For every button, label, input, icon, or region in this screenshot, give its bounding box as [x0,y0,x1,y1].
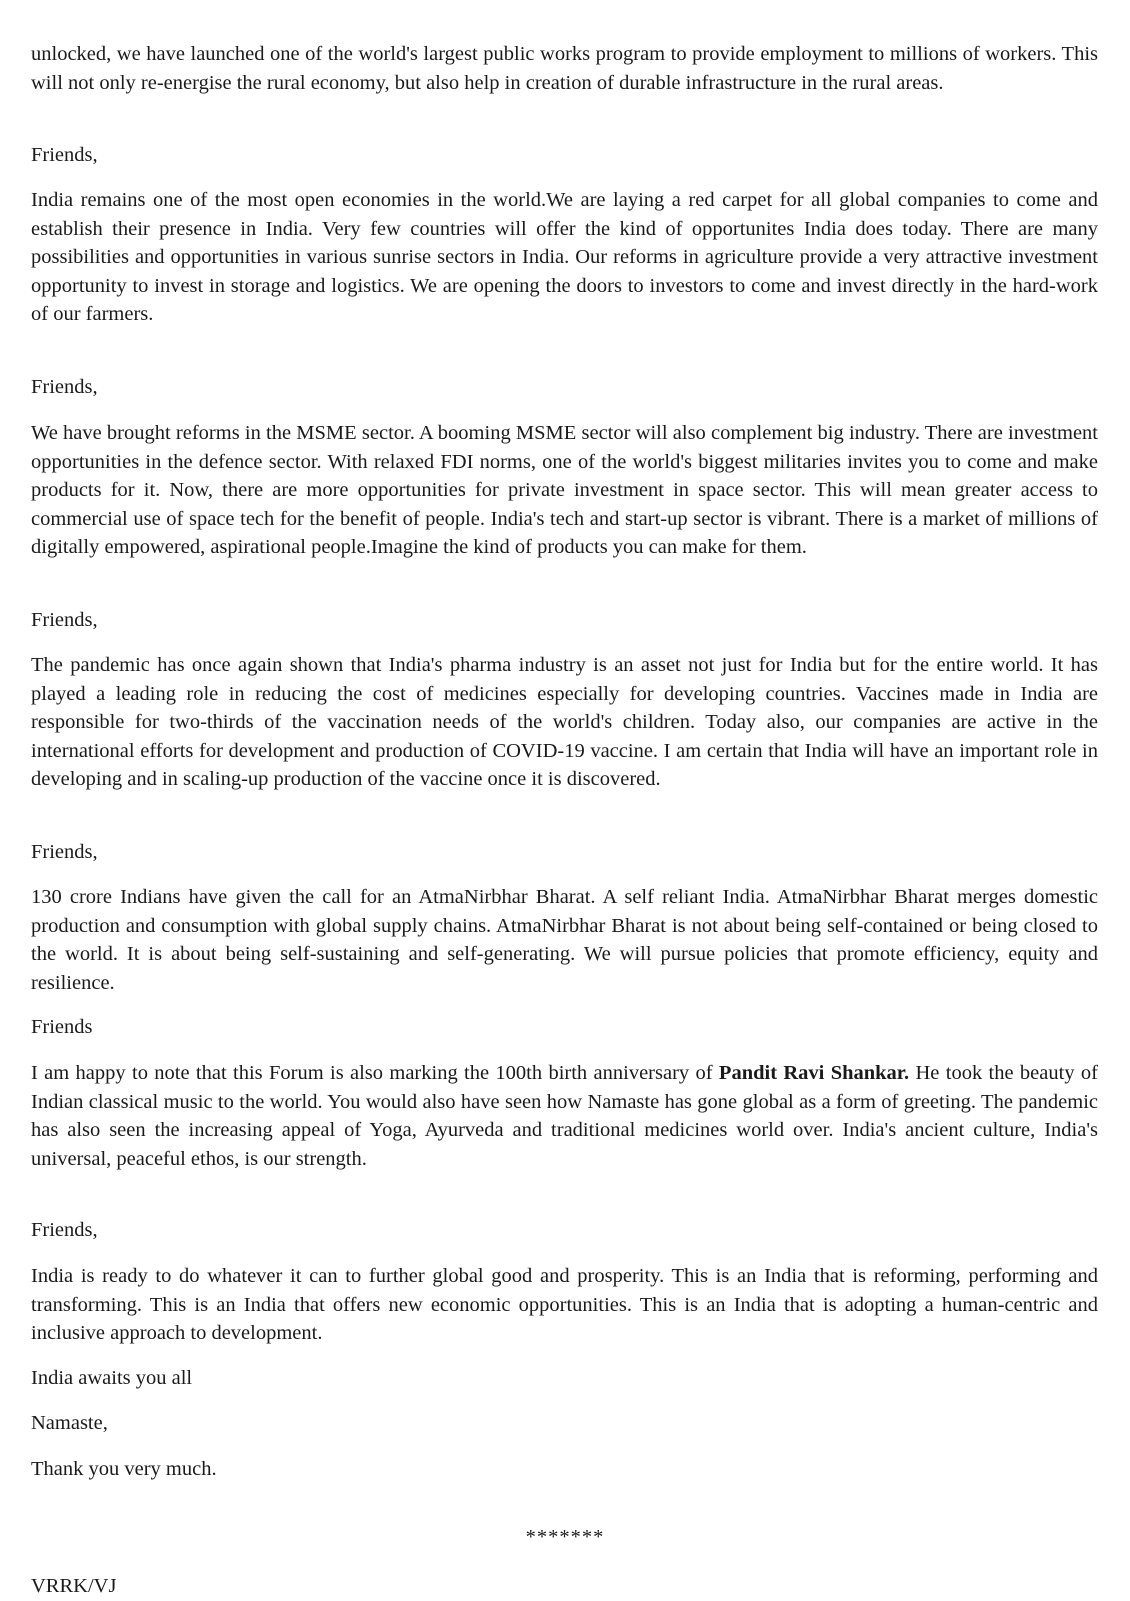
paragraph-ravi-shankar [31,1059,1098,1173]
bold-name-text: Pandit Ravi Shankar. [718,1062,910,1084]
salutation-friends: Friends, [31,841,98,863]
paragraph-india-ready: India is ready to do whatever it can to further global good and prosperity. This is an India that is reforming, performing and transforming. This is an India that offers new economic opportunities. This is an India that is adopting a human-centric and inclusive approach to development. [31,1265,1098,1345]
closing-line: Thank you very much. [31,1458,217,1480]
salutation-friends: Friends, [31,144,98,166]
salutation-friends: Friends, [31,1219,98,1241]
paragraph-open-economy: India remains one of the most open economies in the world.We are laying a red carpet for all global companies to come and establish their presence in India. Very few countries will offer the kind of opportunites India does today. There are many possibilities and opportunities in various sunrise sectors in India. Our reforms in agriculture provide a very attractive investment opportunity to invest in storage and logistics. We are opening the doors to investors to come and invest directly in the hard-work of our farmers. [31,189,1098,326]
closing-line: Namaste, [31,1412,108,1434]
paragraph-msme-reforms: We have brought reforms in the MSME sector. A booming MSME sector will also complement big industry. There are investment opportunities in the defence sector. With relaxed FDI norms, one of the world's biggest militaries invites you to come and make products for it. Now, there are more opportunities for private investment in space sector. This will mean greater access to commercial use of space tech for the benefit of people. India's tech and start-up sector is vibrant. There is a market of millions of digitally empowered, aspirational people.Imagine the kind of products you can make for them. [31,422,1098,559]
paragraph-text: I am happy to note that this Forum is also marking the 100th birth anniversary of [31,1062,719,1084]
paragraph-atmanirbhar-bharat: 130 crore Indians have given the call for an AtmaNirbhar Bharat. A self reliant India. AtmaNirbhar Bharat merges domestic production and consumption with global supply chains. AtmaNirbhar Bharat is not about being self-contained or being closed to the world. It is about being self-sustaining and self-generating. We will pursue policies that promote efficiency, equity and resilience. [31,886,1098,994]
footer-code: VRRK/VJ [31,1575,117,1597]
salutation-friends: Friends [31,1016,93,1038]
paragraph-public-works: unlocked, we have launched one of the world's largest public works program to provide employment to millions of workers. This will not only re-energise the rural economy, but also help in creation of durable infrastructure in the rural areas. [31,43,1098,94]
salutation-friends: Friends, [31,376,98,398]
salutation-friends: Friends, [31,609,98,631]
paragraph-text: He took the beauty of Indian classical music to the world. You would also have seen how Namaste has gone global as a form of greeting. The pandemic has also seen the increasing appeal of Yoga, Ayurveda and traditional medicines world over. India's ancient culture, India's universal, peaceful ethos, is our strength. [31,1062,1098,1170]
paragraph-pharma-industry: The pandemic has once again shown that India's pharma industry is an asset not just for India but for the entire world. It has played a leading role in reducing the cost of medicines especially for developing countries. Vaccines made in India are responsible for two-thirds of the vaccination needs of the world's children. Today also, our companies are active in the international efforts for development and production of COVID-19 vaccine. I am certain that India will have an important role in developing and in scaling-up production of the vaccine once it is discovered. [31,654,1098,791]
closing-line: India awaits you all [31,1367,193,1389]
section-separator: ******* [525,1526,605,1548]
